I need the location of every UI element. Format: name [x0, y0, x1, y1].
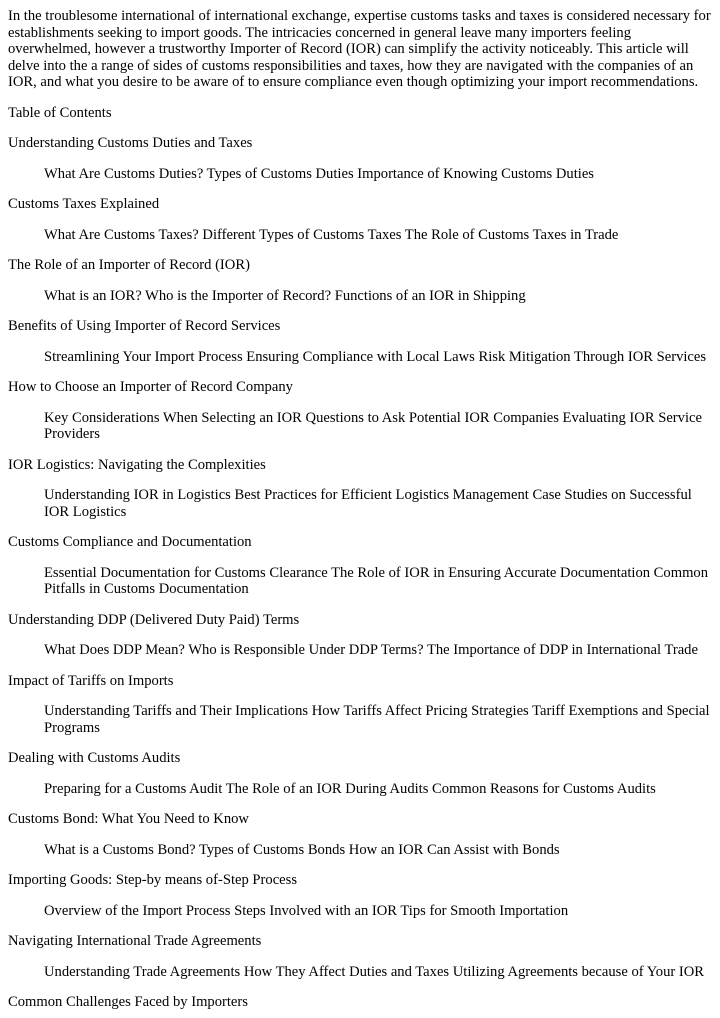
toc-section [8, 673, 712, 737]
toc-section-items: Streamlining Your Import Process Ensuring Compliance with Local Laws Risk Mitigation Through IOR Services [44, 348, 707, 365]
intro-paragraph: In the troublesome international of international exchange, expertise customs tasks and taxes is considered necessary for establishments seeking to import goods. The intricacies concerned in general leave many importers feeling overwhelmed, however a trustworthy Importer of Record (IOR) can simplify the activity noticeably. This article will delve into the a range of sides of customs responsibilities and taxes, how they are navigated with the companies of an IOR, and what you desire to be aware of to ensure compliance even though optimizing your import recommendations. [8, 8, 711, 90]
toc-section [8, 379, 712, 443]
toc-section-items: Understanding IOR in Logistics Best Practices for Efficient Logistics Management Case Studies on Successful IOR Logistics [44, 487, 692, 520]
toc-section-items: What Are Customs Taxes? Different Types of Customs Taxes The Role of Customs Taxes in Trade [44, 226, 619, 243]
toc-section-items: What is an IOR? Who is the Importer of Record? Functions of an IOR in Shipping [44, 287, 526, 304]
toc-section-title: Understanding Customs Duties and Taxes [8, 135, 253, 151]
toc-section-title: Impact of Tariffs on Imports [8, 672, 174, 689]
toc-section [8, 811, 712, 858]
toc-section-title: Understanding DDP (Delivered Duty Paid) Terms [8, 611, 300, 628]
toc-section [8, 612, 712, 659]
toc-section-items: Preparing for a Customs Audit The Role of an IOR During Audits Common Reasons for Customs Audits [44, 780, 656, 797]
table-of-contents [8, 135, 712, 1011]
toc-section [8, 257, 712, 304]
toc-section [8, 933, 712, 980]
toc-section-items: What is a Customs Bond? Types of Customs Bonds How an IOR Can Assist with Bonds [44, 841, 560, 858]
toc-section [8, 457, 712, 521]
toc-section-title: Customs Compliance and Documentation [8, 534, 252, 550]
toc-section-title: Customs Bond: What You Need to Know [8, 811, 249, 827]
toc-section-title: Customs Taxes Explained [8, 196, 160, 212]
toc-section-items: What Are Customs Duties? Types of Customs Duties Importance of Knowing Customs Duties [44, 165, 594, 182]
toc-section-title: How to Choose an Importer of Record Company [8, 379, 293, 395]
toc-section-items: What Does DDP Mean? Who is Responsible Under DDP Terms? The Importance of DDP in International Trade [44, 642, 698, 658]
toc-section [8, 318, 712, 365]
toc-heading: Table of Contents [8, 104, 112, 121]
toc-section-title: Importing Goods: Step-by means of-Step Process [8, 872, 298, 888]
toc-section-items: Key Considerations When Selecting an IOR Questions to Ask Potential IOR Companies Evaluating IOR Service Providers [44, 409, 702, 442]
toc-section-items: Understanding Tariffs and Their Implications How Tariffs Affect Pricing Strategies Tariff Exemptions and Special Programs [44, 703, 710, 736]
toc-section-title: Common Challenges Faced by Importers [8, 994, 248, 1010]
toc-section-title: Benefits of Using Importer of Record Services [8, 318, 281, 334]
toc-section-items: Essential Documentation for Customs Clearance The Role of IOR in Ensuring Accurate Documentation Common Pitfalls in Customs Documentation [44, 564, 709, 597]
toc-section-items: Overview of the Import Process Steps Involved with an IOR Tips for Smooth Importation [44, 902, 569, 919]
toc-section-title: The Role of an Importer of Record (IOR) [8, 257, 250, 273]
toc-section [8, 196, 712, 243]
toc-section-title: IOR Logistics: Navigating the Complexities [8, 456, 266, 473]
toc-section-title: Dealing with Customs Audits [8, 750, 181, 766]
toc-section-title: Navigating International Trade Agreements [8, 933, 262, 949]
toc-section [8, 872, 712, 919]
toc-section [8, 135, 712, 182]
toc-section-items: Understanding Trade Agreements How They Affect Duties and Taxes Utilizing Agreements because of Your IOR [44, 963, 705, 980]
toc-section [8, 750, 712, 797]
toc-section [8, 534, 712, 598]
toc-section [8, 994, 712, 1011]
